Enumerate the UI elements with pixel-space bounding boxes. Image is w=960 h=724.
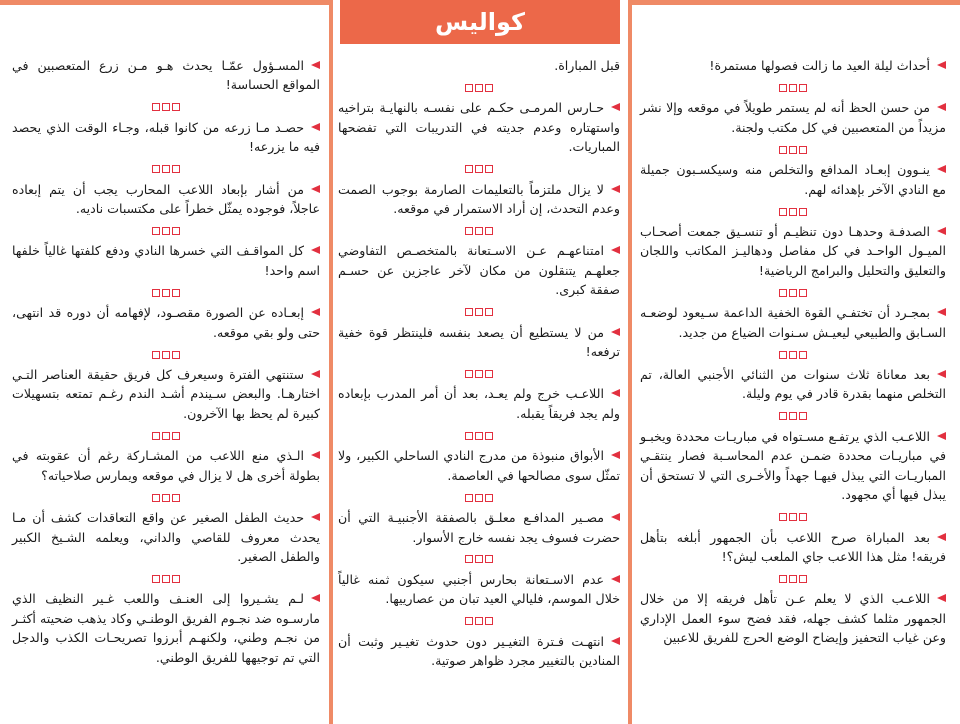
news-item-text: كل المواقـف التي خسرها النادي ودفع كلفتها غالياً خلفها اسم واحد! (12, 243, 320, 278)
news-item (12, 303, 320, 342)
news-item (338, 384, 620, 423)
divider-square-icon (152, 575, 160, 583)
divider-square-icon (485, 165, 493, 173)
item-divider (640, 139, 946, 158)
divider-square-icon (162, 494, 170, 502)
bullet-triangle-icon (937, 227, 946, 235)
news-item-text: عدم الاسـتعانة بحارس أجنبي سيكون ثمنه غالياً خلال الموسم، فليالي العيد تبان من عصارييها. (338, 571, 620, 607)
divider-square-icon (789, 513, 797, 521)
news-item-text: اللاعـب خرج ولم يعـد، بعد أن أمر المدرب بإبعاده ولم يجد فريقاً يقبله. (338, 386, 620, 421)
column-middle (338, 56, 620, 671)
news-item (338, 632, 620, 671)
news-item-text: ينـوون إبعـاد المدافع والتخلص منه وسيكسـبون جميلة مع النادي الآخر بإهدائه لهم. (640, 162, 946, 197)
divider-square-icon (485, 617, 493, 625)
divider-square-icon (779, 351, 787, 359)
divider-square-icon (799, 351, 807, 359)
news-item (640, 589, 946, 647)
divider-square-icon (465, 555, 473, 563)
divider-square-icon (465, 494, 473, 502)
divider-square-icon (152, 432, 160, 440)
bullet-triangle-icon (937, 103, 946, 111)
news-item-text: امتناعهـم عـن الاسـتعانة بالمتخصـص التفاوضي جعلهـم يتنقلون من مكان لآخر عاجزين عن حسـم صفقة كبرى. (338, 243, 620, 298)
item-divider (640, 406, 946, 425)
news-item-text: إبعـاده عن الصورة مقصـود، لإفهامه أن دوره قد انتهى، حتى ولو بقي موقعه. (12, 305, 320, 340)
divider-square-icon (475, 555, 483, 563)
divider-square-icon (152, 165, 160, 173)
news-item (338, 56, 620, 75)
news-item (640, 528, 946, 567)
news-item (640, 303, 946, 342)
divider-square-icon (162, 432, 170, 440)
top-border-right (628, 0, 960, 5)
bullet-triangle-icon (611, 103, 620, 111)
bullet-triangle-icon (311, 308, 320, 316)
divider-square-icon (465, 432, 473, 440)
item-divider (12, 487, 320, 506)
item-divider (640, 282, 946, 301)
bullet-triangle-icon (611, 389, 620, 397)
divider-square-icon (172, 575, 180, 583)
bullet-triangle-icon (611, 451, 620, 459)
item-divider (640, 507, 946, 526)
divider-square-icon (789, 575, 797, 583)
divider-square-icon (799, 208, 807, 216)
bullet-triangle-icon (311, 594, 320, 602)
divider-square-icon (799, 289, 807, 297)
news-item-text: مصـير المدافـع معلـق بالصفقة الأجنبيـة التي أن حضرت فسوف يجد نفسه خارج الأسوار. (338, 510, 620, 545)
news-item (12, 118, 320, 157)
divider-square-icon (152, 494, 160, 502)
news-item-text: الأبواق منبوذة من مدرج النادي الساحلي الكبير، ولا تمثّل سوى مصالحها في العاصمة. (338, 448, 620, 483)
divider-square-icon (465, 370, 473, 378)
divider-square-icon (789, 351, 797, 359)
divider-square-icon (799, 84, 807, 92)
divider-square-icon (485, 308, 493, 316)
news-item (338, 508, 620, 547)
divider-square-icon (789, 146, 797, 154)
item-divider (12, 425, 320, 444)
item-divider (338, 549, 620, 568)
news-item-text: بمجـرد أن تختفـي القوة الخفية الداعمة سـيعود لوضعـه السـابق والطبيعي ليعيـش سـنوات الضياع من جديد. (640, 305, 946, 340)
item-divider (12, 568, 320, 587)
bullet-triangle-icon (937, 533, 946, 541)
divider-square-icon (475, 165, 483, 173)
divider-square-icon (485, 227, 493, 235)
item-divider (12, 344, 320, 363)
divider-square-icon (172, 494, 180, 502)
news-item-text: الصدفـة وحدهـا دون تنظيـم أو تنسـيق جمعت أصحـاب الميـول الواحـد في كل مفاصل ودهاليـز المكاتب واللجان والتعليق والتحليل والبرامج الرياضية! (640, 224, 946, 278)
divider-square-icon (485, 494, 493, 502)
news-item (338, 446, 620, 485)
bullet-triangle-icon (311, 451, 320, 459)
news-item (338, 570, 620, 609)
item-divider (12, 97, 320, 116)
news-item-text: انتهـت فـترة التغيـير دون حدوث تغيـير وثبت أن المنادين بالتغيير مجرد ظواهر صوتية. (338, 633, 620, 669)
divider-square-icon (799, 513, 807, 521)
divider-square-icon (789, 208, 797, 216)
divider-square-icon (152, 289, 160, 297)
bullet-triangle-icon (311, 61, 320, 69)
item-divider (640, 344, 946, 363)
divider-square-icon (162, 165, 170, 173)
divider-square-icon (465, 84, 473, 92)
divider-square-icon (152, 103, 160, 111)
divider-square-icon (779, 84, 787, 92)
page-title: كواليس (340, 0, 620, 44)
news-item-text: الـذي منع اللاعب من المشـاركة رغم أن عقوبته في بطولة أخرى هل لا يزال في موقعه ويمارس صلاحياته؟ (12, 448, 320, 483)
divider-square-icon (475, 227, 483, 235)
divider-square-icon (475, 84, 483, 92)
bullet-triangle-icon (611, 328, 620, 336)
news-item (12, 180, 320, 219)
divider-square-icon (162, 575, 170, 583)
divider-square-icon (172, 432, 180, 440)
divider-square-icon (172, 165, 180, 173)
top-border-left (0, 0, 333, 5)
bullet-triangle-icon (311, 246, 320, 254)
news-item (640, 222, 946, 280)
divider-square-icon (799, 412, 807, 420)
item-divider (338, 77, 620, 96)
divider-square-icon (779, 575, 787, 583)
divider-square-icon (485, 370, 493, 378)
column-divider (329, 0, 333, 724)
divider-square-icon (172, 351, 180, 359)
divider-square-icon (465, 308, 473, 316)
news-item-text: من أشار بإبعاد اللاعب المحارب يجب أن يتم إبعاده عاجلاً، فوجوده يمثّل خطراً على مكتسبات ناديه. (12, 181, 320, 217)
bullet-triangle-icon (611, 513, 620, 521)
news-item (12, 446, 320, 485)
divider-square-icon (172, 289, 180, 297)
item-divider (640, 568, 946, 587)
bullet-triangle-icon (611, 185, 620, 193)
item-divider (338, 159, 620, 178)
news-item (640, 56, 946, 75)
news-item (12, 589, 320, 667)
divider-square-icon (162, 289, 170, 297)
divider-square-icon (475, 617, 483, 625)
news-item-text: قبل المباراة. (554, 58, 620, 73)
news-item (338, 180, 620, 219)
item-divider (338, 302, 620, 321)
bullet-triangle-icon (937, 165, 946, 173)
column-divider (628, 0, 632, 724)
item-divider (338, 611, 620, 630)
divider-square-icon (475, 494, 483, 502)
bullet-triangle-icon (937, 432, 946, 440)
news-item-text: لـم يشـيروا إلى العنـف واللعب غـير النظيف الذي مارسـوه ضد نجـوم الفريق الوطنـي وكاد يذهب ضحيته أكثـر من نجـم وطني، ولكنهـم أبرزوا تصريحـات الكذب والدجل التي تم توجيهها للفريق الوطني. (12, 591, 320, 665)
divider-square-icon (779, 146, 787, 154)
news-item (338, 241, 620, 299)
bullet-triangle-icon (937, 61, 946, 69)
divider-square-icon (162, 103, 170, 111)
news-item-text: حصـد مـا زرعه من كانوا قبله، وجـاء الوقت الذي يحصد فيه ما يزرعه! (12, 119, 320, 155)
divider-square-icon (779, 208, 787, 216)
divider-square-icon (172, 103, 180, 111)
divider-square-icon (779, 289, 787, 297)
news-item (338, 98, 620, 156)
item-divider (640, 77, 946, 96)
divider-square-icon (152, 351, 160, 359)
item-divider (640, 201, 946, 220)
divider-square-icon (789, 412, 797, 420)
news-item-text: اللاعـب الذي يرتفـع مسـتواه في مباريـات محددة ويخبـو في مباريـات محددة ضمـن عدم المحاسـبة فصار ينتقـي المباريـات التي يبذل فيهـا جهداً والأخـرى التي لا تستحق أن يبذل فيها أي مجهود. (640, 428, 946, 503)
news-item-text: من لا يستطيع أن يصعد بنفسه فلينتظر قوة خفية ترفعه! (338, 324, 620, 360)
bullet-triangle-icon (611, 637, 620, 645)
news-item (12, 508, 320, 566)
divider-square-icon (779, 412, 787, 420)
divider-square-icon (485, 555, 493, 563)
bullet-triangle-icon (937, 370, 946, 378)
news-item (640, 365, 946, 404)
divider-square-icon (465, 617, 473, 625)
bullet-triangle-icon (937, 308, 946, 316)
news-item-text: من حسن الحظ أنه لم يستمر طويلاً في موقعه وإلا نشر مزيداً من المتعصبين في كل مكتب ولجنة. (640, 100, 946, 135)
item-divider (338, 220, 620, 239)
news-item-text: اللاعـب الذي لا يعلم عـن تأهل فريقه إلا من خلال الجمهور مثلما كشف جهله، فقد فضح سوء العمل الإداري وعن غياب التحفيز وإيضاح الوضع الحرج للفريق للاعبين (640, 591, 946, 646)
divider-square-icon (475, 432, 483, 440)
bullet-triangle-icon (311, 513, 320, 521)
divider-square-icon (152, 227, 160, 235)
news-item-text: ستنتهي الفترة وسيعرف كل فريق حقيقة العناصر التـي اختارهـا. والبعض سـيندم أشـد الندم رغـم تمتعه بتسهيلات كبيرة لم يحظ بها الآخرون. (12, 367, 320, 421)
news-item-text: حـارس المرمـى حكـم على نفسـه بالنهايـة بتراخيه واستهتاره وعدم جديته في التدريبات التي تفضحها المباريات. (338, 100, 620, 155)
divider-square-icon (475, 370, 483, 378)
divider-square-icon (475, 308, 483, 316)
item-divider (12, 159, 320, 178)
news-item-text: بعد المباراة صرح اللاعب بأن الجمهور أبلغه بتأهل فريقه! مثل هذا اللاعب جاي الملعب ليش؟! (640, 529, 946, 564)
bullet-triangle-icon (311, 185, 320, 193)
item-divider (12, 282, 320, 301)
divider-square-icon (789, 289, 797, 297)
news-item-text: بعد معاناة ثلاث سنوات من الثنائي الأجنبي العالة، تم التخلص منهما بقدرة قادر في يوم وليلة. (640, 367, 946, 402)
item-divider (338, 363, 620, 382)
divider-square-icon (465, 165, 473, 173)
column-right (640, 56, 946, 648)
news-item (12, 365, 320, 423)
column-left (12, 56, 320, 667)
news-item (640, 160, 946, 199)
divider-square-icon (779, 513, 787, 521)
divider-square-icon (799, 575, 807, 583)
item-divider (338, 487, 620, 506)
bullet-triangle-icon (611, 575, 620, 583)
divider-square-icon (799, 146, 807, 154)
news-item-text: أحداث ليلة العيد ما زالت فصولها مستمرة! (709, 58, 930, 73)
bullet-triangle-icon (311, 370, 320, 378)
news-item-text: المسـؤول عمّـا يحدث هـو مـن زرع المتعصبين في المواقع الحساسة! (12, 58, 320, 93)
divider-square-icon (789, 84, 797, 92)
news-item (640, 98, 946, 137)
news-item (338, 323, 620, 362)
news-item-text: لا يزال ملتزماً بالتعليمات الصارمة بوجوب الصمت وعدم التحدث، إن أراد الاستمرار في موقعه. (338, 181, 620, 217)
bullet-triangle-icon (311, 123, 320, 131)
news-item (12, 56, 320, 95)
bullet-triangle-icon (937, 594, 946, 602)
divider-square-icon (485, 432, 493, 440)
divider-square-icon (162, 227, 170, 235)
item-divider (338, 425, 620, 444)
bullet-triangle-icon (611, 246, 620, 254)
news-item-text: حديث الطفل الصغير عن واقع التعاقدات كشف أن مـا يحدث معروف للقاصي والداني، ويعلمه الشـيخ الكبير والطفل الصغير. (12, 510, 320, 564)
item-divider (12, 220, 320, 239)
news-item (640, 427, 946, 505)
divider-square-icon (485, 84, 493, 92)
divider-square-icon (172, 227, 180, 235)
divider-square-icon (465, 227, 473, 235)
divider-square-icon (162, 351, 170, 359)
news-item (12, 241, 320, 280)
